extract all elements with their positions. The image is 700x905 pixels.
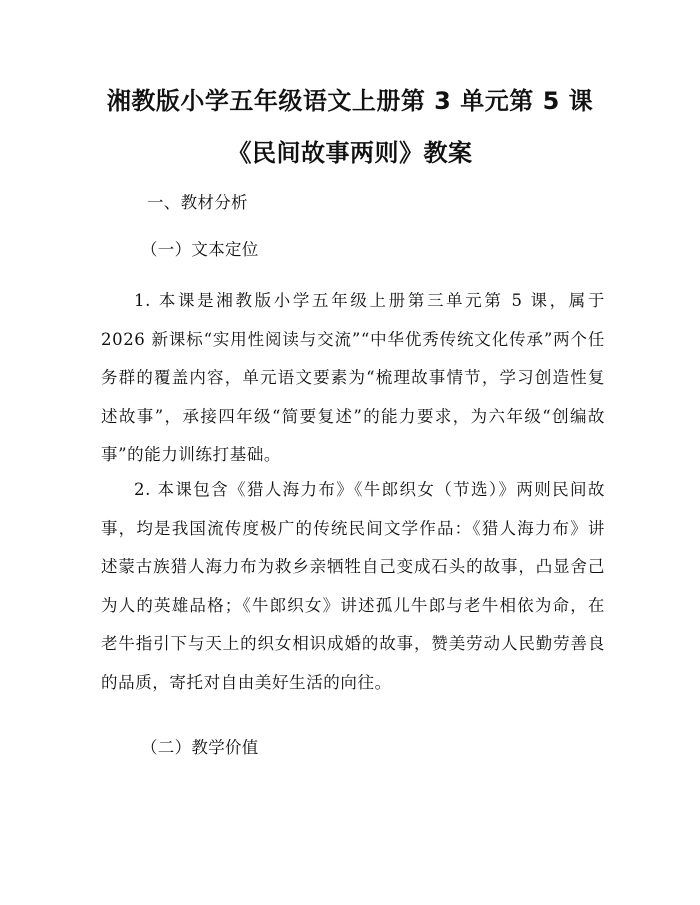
section-heading-textbook-analysis: 一、教材分析 [147,193,248,212]
subsection-heading-text-positioning: （一）文本定位 [141,240,259,259]
paragraph-2: 2. 本课包含《猎人海力布》《牛郎织女（节选）》两则民间故事，均是我国流传度极广的传统民间文学作品：《猎人海力布》讲述蒙古族猎人海力布为救乡亲牺牲自己变成石头的故事，凸显舍己为人的英雄品格；《牛郎织女》讲述孤儿牛郎与老牛相依为命，在老牛指引下与天上的织女相识成婚的故事，赞美劳动人民勤劳善良的品质，寄托对自由美好生活的向往。 [101,480,605,692]
document-title-line-1: 湘教版小学五年级语文上册第 3 单元第 5 课 [106,87,594,115]
paragraph-1: 1. 本课是湘教版小学五年级上册第三单元第 5 课，属于 2026 新课标“实用性阅读与交流”“中华优秀传统文化传承”两个任务群的覆盖内容，单元语文要素为“梳理故事情节，学习创造性复述故事”，承接四年级“简要复述”的能力要求，为六年级“创编故事”的能力训练打基础。 [101,291,605,464]
subsection-heading-teaching-value: （二）教学价值 [141,738,259,757]
document-title-line-2: 《民间故事两则》教案 [227,139,473,167]
